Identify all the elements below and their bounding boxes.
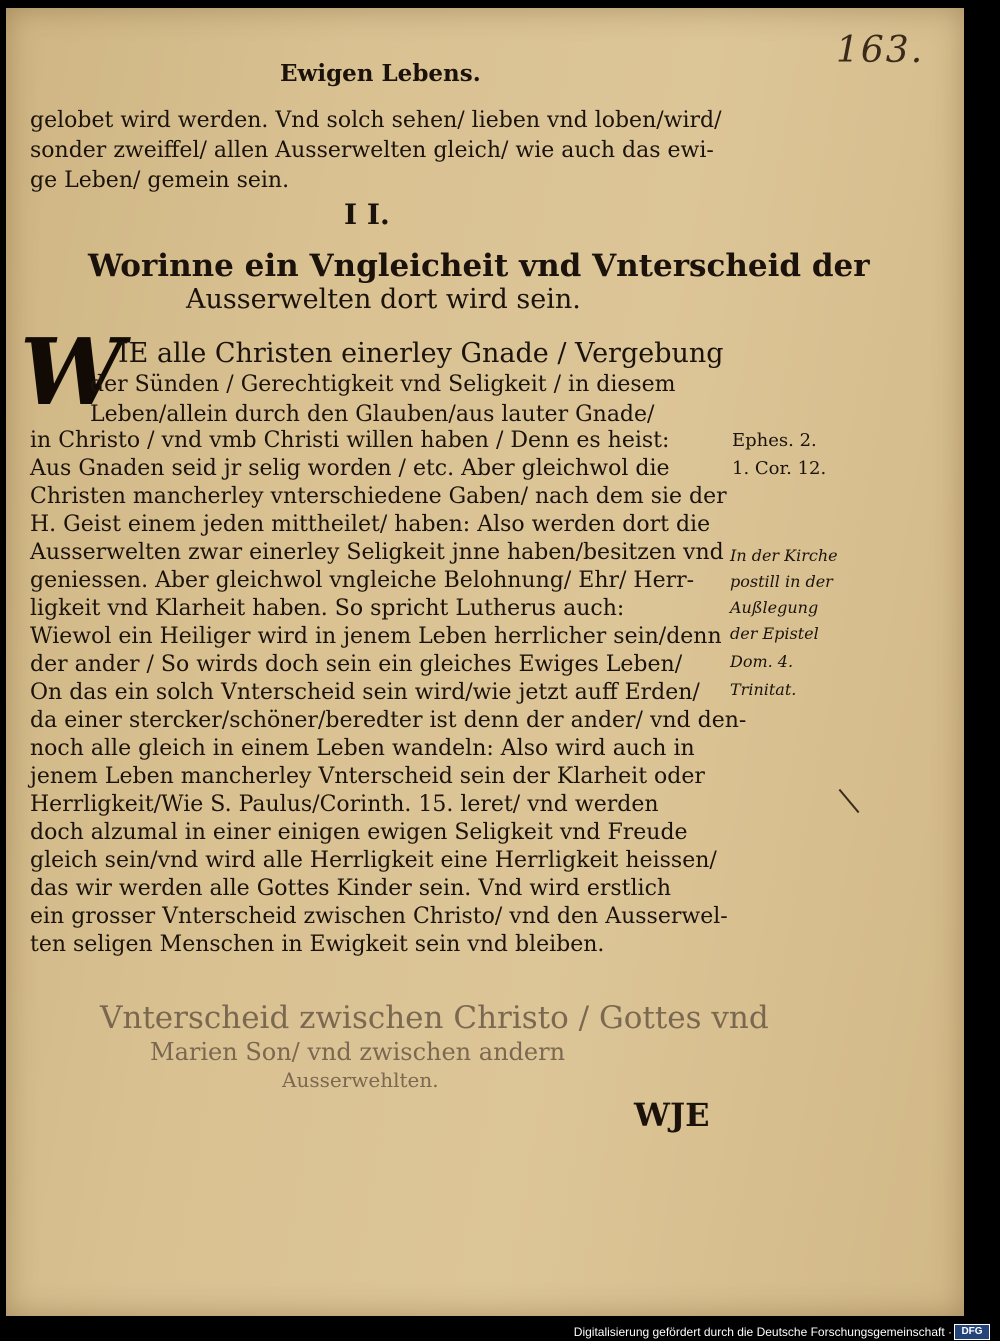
margin-note: Trinitat. [730,680,797,699]
folio-number: 163. [836,30,925,71]
drop-cap-initial: W [20,318,124,426]
margin-note: Dom. 4. [730,652,794,671]
funding-notice: Digitalisierung gefördert durch die Deutsche Forschungsgemeinschaft · [573,1325,952,1339]
margin-note: Ephes. 2. [732,430,817,451]
body-line: das wir werden alle Gottes Kinder sein. Vnd wird erstlich [30,876,672,901]
body-line: jenem Leben mancherley Vnterscheid sein der Klarheit oder [30,764,705,789]
body-line: On das ein solch Vnterscheid sein wird/wie jetzt auff Erden/ [30,680,700,705]
body-line: Ausserwelten zwar einerley Seligkeit jnne haben/besitzen vnd [30,540,724,565]
body-line: geniessen. Aber gleichwol vngleiche Belohnung/ Ehr/ Herr- [30,568,695,593]
body-line: H. Geist einem jeden mittheilet/ haben: Also werden dort die [30,512,711,537]
body-line: ein grosser Vnterscheid zwischen Christo/ vnd den Ausserwel- [30,904,728,929]
margin-note: Außlegung [730,598,819,617]
subheading-line: Vnterscheid zwischen Christo / Gottes vnd [100,1000,769,1036]
margin-note: In der Kirche [730,546,838,565]
body-line: der ander / So wirds doch sein ein gleiches Ewiges Leben/ [30,652,683,677]
subheading-line: Ausserwehlten. [282,1068,439,1092]
body-line: Wiewol ein Heiliger wird in jenem Leben herrlicher sein/denn [30,624,722,649]
top-line: gelobet wird werden. Vnd solch sehen/ lieben vnd loben/wird/ [30,108,722,133]
body-line: Leben/allein durch den Glauben/aus lauter Gnade/ [90,402,655,427]
subheading-line: Marien Son/ vnd zwischen andern [150,1038,566,1066]
chapter-title-line: Ausserwelten dort wird sein. [186,284,581,315]
top-line: sonder zweiffel/ allen Ausserwelten gleich/ wie auch das ewi- [30,138,714,163]
body-line: Christen mancherley vnterschiedene Gaben/ nach dem sie der [30,484,727,509]
body-line: der Sünden / Gerechtigkeit vnd Seligkeit / in diesem [90,372,676,397]
running-head: Ewigen Lebens. [280,60,481,87]
body-line: ten seligen Menschen in Ewigkeit sein vnd bleiben. [30,932,605,957]
body-line: doch alzumal in einer einigen ewigen Seligkeit vnd Freude [30,820,688,845]
body-line: Aus Gnaden seid jr selig worden / etc. Aber gleichwol die [30,456,670,481]
margin-note: 1. Cor. 12. [732,458,827,479]
margin-note: der Epistel [730,624,819,643]
catchword: WJE [634,1096,710,1134]
body-line: gleich sein/vnd wird alle Herrligkeit eine Herrligkeit heissen/ [30,848,717,873]
body-line: IE alle Christen einerley Gnade / Vergebung [118,338,724,369]
body-line: in Christo / vnd vmb Christi willen haben / Denn es heist: [30,428,670,453]
body-line: ligkeit vnd Klarheit haben. So spricht Lutherus auch: [30,596,625,621]
body-line: Herrligkeit/Wie S. Paulus/Corinth. 15. leret/ vnd werden [30,792,659,817]
dfg-logo: DFG [954,1324,990,1340]
body-line: da einer stercker/schöner/beredter ist denn der ander/ vnd den- [30,708,747,733]
section-number: I I. [344,198,390,231]
body-line: noch alle gleich in einem Leben wandeln: Also wird auch in [30,736,695,761]
top-line: ge Leben/ gemein sein. [30,168,290,193]
margin-note: postill in der [730,572,833,591]
chapter-title-line: Worinne ein Vngleicheit vnd Vnterscheid der [88,248,870,284]
